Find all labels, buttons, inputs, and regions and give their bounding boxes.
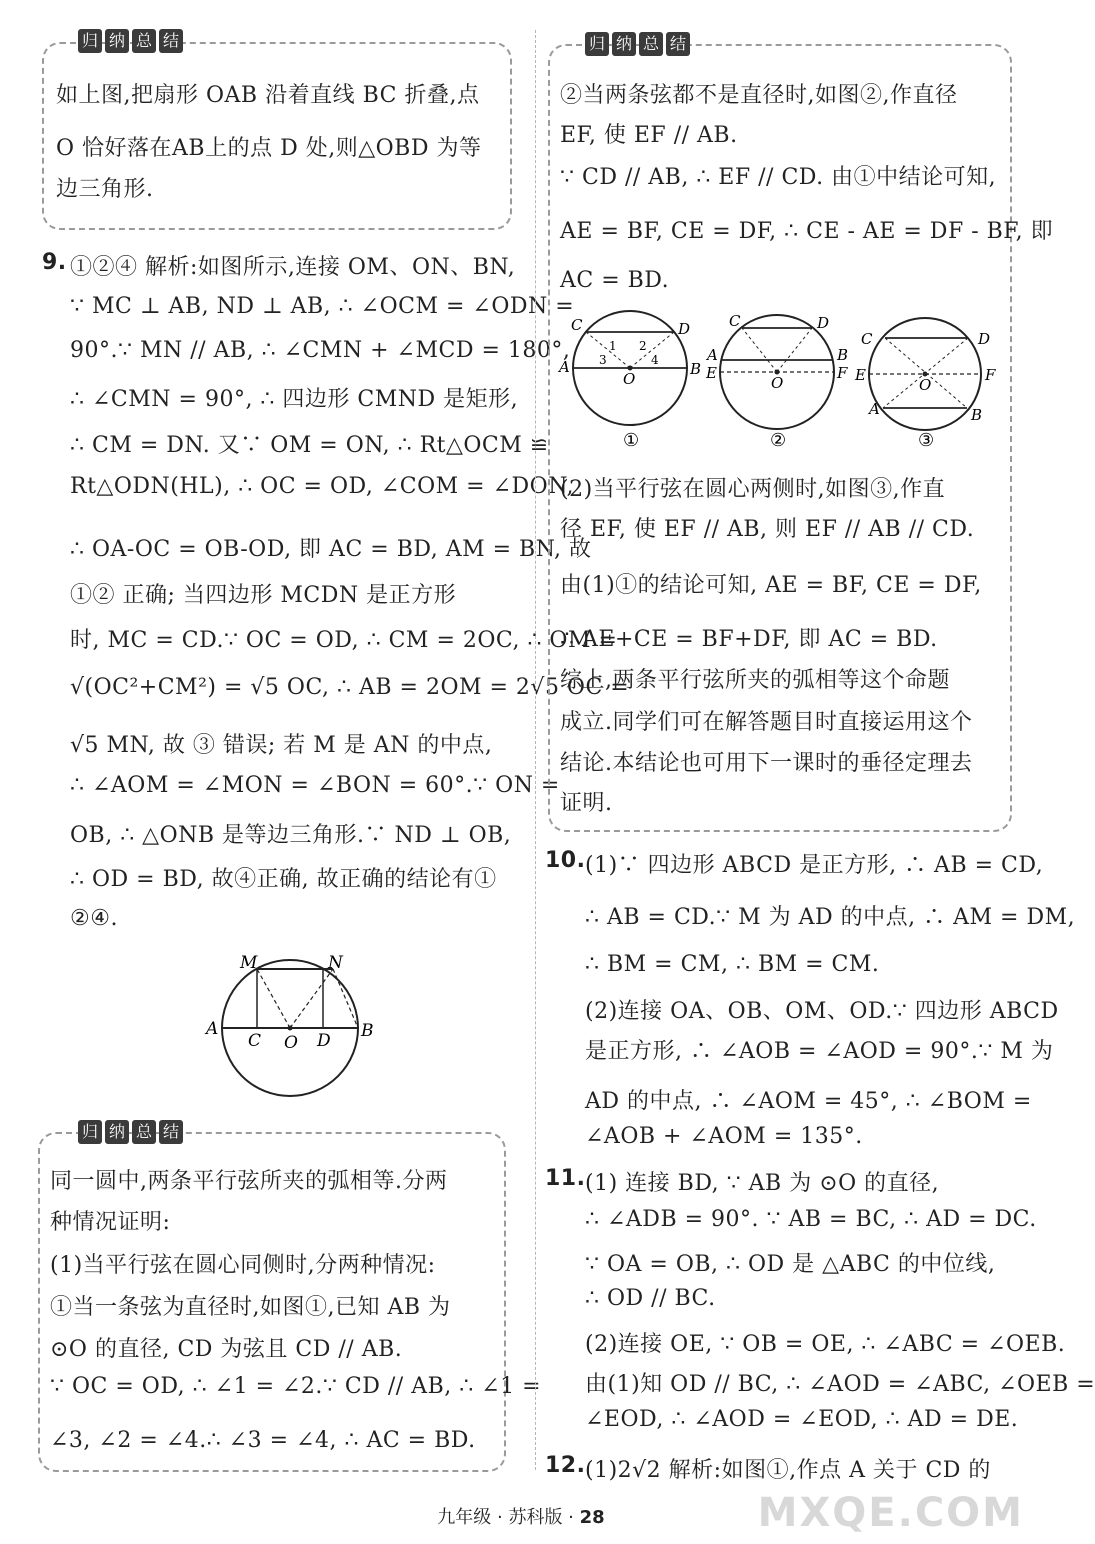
fig1-label-o: O [623, 370, 636, 388]
tag-char: 归 [78, 1120, 102, 1144]
label-a: A [206, 1019, 219, 1039]
center-dot [288, 1026, 293, 1031]
tag-char: 结 [666, 32, 690, 56]
box3-line: EF, 使 EF // AB. [560, 123, 738, 148]
three-circle-figures [555, 310, 1005, 455]
fig2-label-d: D [817, 314, 830, 332]
fig2-label-o: O [771, 374, 784, 392]
footer-text: 九年级 · 苏科版 · [437, 1507, 574, 1528]
fig3-caption: ③ [918, 430, 935, 451]
fig3-label-o: O [919, 376, 932, 394]
q9-line: ∵ MC ⊥ AB, ND ⊥ AB, ∴ ∠OCM = ∠ODN = [70, 294, 575, 319]
question-9-number: 9. [42, 250, 67, 275]
label-b: B [361, 1021, 374, 1041]
fig1-label-1: 1 [609, 339, 617, 353]
site-watermark: MXQE.COM [757, 1490, 1024, 1536]
q10-line: ∴ BM = CM, ∴ BM = CM. [585, 952, 880, 977]
segment-bn [333, 969, 358, 1028]
tag-char: 总 [639, 32, 663, 56]
tag-char: 总 [132, 1120, 156, 1144]
q9-line: ①②④ 解析:如图所示,连接 OM、ON、BN, [70, 255, 516, 280]
box2-line: ∵ OC = OD, ∴ ∠1 = ∠2.∵ CD // AB, ∴ ∠1 = [50, 1374, 542, 1399]
q9-line: ②④. [70, 906, 118, 931]
fig2-oc [742, 328, 777, 372]
q9-line: ∴ ∠CMN = 90°, ∴ 四边形 CMND 是矩形, [70, 387, 519, 412]
label-c: C [248, 1031, 262, 1051]
fig2-label-a: A [707, 346, 718, 364]
q11-line: ∴ OD // BC. [585, 1286, 716, 1311]
box3-bottom-line: ∴ AE+CE = BF+DF, 即 AC = BD. [560, 627, 938, 652]
question-12-number: 12. [545, 1453, 586, 1478]
page-number: 28 [579, 1507, 605, 1528]
tag-char: 总 [132, 29, 156, 53]
tag-char: 结 [159, 1120, 183, 1144]
q11-line: ∠EOD, ∴ ∠AOD = ∠EOD, ∴ AD = DE. [585, 1407, 1019, 1432]
fig2-label-e: E [706, 364, 717, 382]
box3-bottom-line: 结论.本结论也可用下一课时的垂径定理去 [560, 751, 973, 776]
q9-line: ∴ CM = DN. 又∵ OM = ON, ∴ Rt△OCM ≌ [70, 433, 549, 458]
q11-line: (1) 连接 BD, ∵ AB 为 ⊙O 的直径, [585, 1171, 940, 1196]
q11-line: (2)连接 OE, ∵ OB = OE, ∴ ∠ABC = ∠OEB. [585, 1332, 1066, 1357]
label-d: D [317, 1031, 331, 1051]
q10-line: (2)连接 OA、OB、OM、OD.∵ 四边形 ABCD [585, 999, 1059, 1024]
q10-line: 是正方形, ∴ ∠AOB = ∠AOD = 90°.∵ M 为 [585, 1039, 1054, 1064]
box3-bottom-line: 径 EF, 使 EF // AB, 则 EF // AB // CD. [560, 517, 975, 542]
q9-line: √(OC²+CM²) = √5 OC, ∴ AB = 2OM = 2√5 OC = [70, 675, 630, 700]
box1-line: O 恰好落在AB上的点 D 处,则△OBD 为等 [56, 136, 482, 161]
q12-line: (1)2√2 解析:如图①,作点 A 关于 CD 的 [585, 1458, 991, 1483]
fig1-label-d: D [678, 320, 691, 338]
column-divider [535, 30, 536, 1470]
tag-char: 纳 [105, 1120, 129, 1144]
q11-line: 由(1)知 OD // BC, ∴ ∠AOD = ∠ABC, ∠OEB = [585, 1372, 1095, 1397]
tag-char: 归 [585, 32, 609, 56]
q10-line: AD 的中点, ∴ ∠AOM = 45°, ∴ ∠BOM = [585, 1089, 1032, 1114]
q9-line: 时, MC = CD.∵ OC = OD, ∴ CM = 2OC, ∴ OM = [70, 628, 618, 653]
summary-tag-1 [78, 29, 183, 53]
box1-line: 边三角形. [56, 177, 154, 202]
q10-line: (1)∵ 四边形 ABCD 是正方形, ∴ AB = CD, [585, 853, 1044, 878]
q9-line: ①② 正确; 当四边形 MCDN 是正方形 [70, 583, 457, 608]
fig1-label-2: 2 [639, 339, 647, 353]
q10-line: ∠AOB + ∠AOM = 135°. [585, 1124, 863, 1149]
box3-line: ②当两条弦都不是直径时,如图②,作直径 [560, 83, 958, 108]
box3-bottom-line: 综上,两条平行弦所夹的弧相等这个命题 [560, 668, 950, 693]
q9-circle-figure [200, 950, 380, 1100]
q9-line: Rt△ODN(HL), ∴ OC = OD, ∠COM = ∠DON, [70, 474, 575, 499]
box3-bottom-line: 由(1)①的结论可知, AE = BF, CE = DF, [560, 573, 982, 598]
summary-tag-3 [585, 32, 690, 56]
fig1-label-3: 3 [599, 353, 607, 367]
segment-on [290, 969, 333, 1028]
fig2-label-f: F [837, 364, 848, 382]
box3-bottom-line: 成立.同学们可在解答题目时直接运用这个 [560, 710, 973, 735]
fig3-label-d: D [978, 330, 991, 348]
fig3-label-e: E [855, 366, 866, 384]
fig2-od [777, 328, 812, 372]
box2-line: (1)当平行弦在圆心同侧时,分两种情况: [50, 1253, 436, 1278]
fig2-caption: ② [770, 430, 787, 451]
q9-line: OB, ∴ △ONB 是等边三角形.∵ ND ⊥ OB, [70, 823, 512, 848]
summary-tag-2 [78, 1120, 183, 1144]
fig3-label-a: A [869, 400, 880, 418]
tag-char: 归 [78, 29, 102, 53]
fig1-label-c: C [571, 316, 583, 334]
tag-char: 结 [159, 29, 183, 53]
fig3-label-b: B [971, 406, 983, 424]
box1-line: 如上图,把扇形 OAB 沿着直线 BC 折叠,点 [56, 83, 480, 108]
q9-line: ∴ OD = BD, 故④正确, 故正确的结论有① [70, 867, 497, 892]
q11-line: ∴ ∠ADB = 90°. ∵ AB = BC, ∴ AD = DC. [585, 1207, 1037, 1232]
box3-line: ∵ CD // AB, ∴ EF // CD. 由①中结论可知, [560, 165, 997, 190]
label-o: O [284, 1033, 298, 1053]
tag-char: 纳 [105, 29, 129, 53]
box2-line: 同一圆中,两条平行弦所夹的弧相等.分两 [50, 1169, 448, 1194]
fig1-label-4: 4 [651, 353, 659, 367]
box3-line: AC = BD. [560, 268, 670, 293]
box3-line: AE = BF, CE = DF, ∴ CE - AE = DF - BF, 即 [560, 219, 1054, 244]
fig2-label-c: C [729, 312, 741, 330]
box2-line: ⊙O 的直径, CD 为弦且 CD // AB. [50, 1337, 403, 1362]
fig1-label-b: B [690, 360, 702, 378]
q9-line: ∴ ∠AOM = ∠MON = ∠BON = 60°.∵ ON = [70, 773, 560, 798]
q9-line: ∴ OA-OC = OB-OD, 即 AC = BD, AM = BN, 故 [70, 537, 592, 562]
box2-line: 种情况证明: [50, 1210, 171, 1235]
box2-line: ∠3, ∠2 = ∠4.∴ ∠3 = ∠4, ∴ AC = BD. [50, 1428, 476, 1453]
q9-line: 90°.∵ MN // AB, ∴ ∠CMN + ∠MCD = 180°, [70, 338, 571, 363]
q10-line: ∴ AB = CD.∵ M 为 AD 的中点, ∴ AM = DM, [585, 905, 1076, 930]
question-10-number: 10. [545, 848, 586, 873]
box2-line: ①当一条弦为直径时,如图①,已知 AB 为 [50, 1295, 451, 1320]
fig3-label-c: C [861, 330, 873, 348]
box3-bottom-line: (2)当平行弦在圆心两侧时,如图③,作直 [560, 477, 946, 502]
q9-line: √5 MN, 故 ③ 错误; 若 M 是 AN 的中点, [70, 733, 493, 758]
label-n: N [328, 953, 343, 973]
fig1-oc [586, 332, 630, 368]
tag-char: 纳 [612, 32, 636, 56]
segment-om [257, 969, 290, 1028]
fig3-label-f: F [985, 366, 996, 384]
fig2-label-b: B [837, 346, 849, 364]
fig1-caption: ① [623, 430, 640, 451]
fig1-label-a: A [559, 358, 570, 376]
box3-bottom-line: 证明. [560, 791, 613, 816]
label-m: M [240, 953, 258, 973]
question-11-number: 11. [545, 1166, 586, 1191]
q11-line: ∵ OA = OB, ∴ OD 是 △ABC 的中位线, [585, 1252, 996, 1277]
